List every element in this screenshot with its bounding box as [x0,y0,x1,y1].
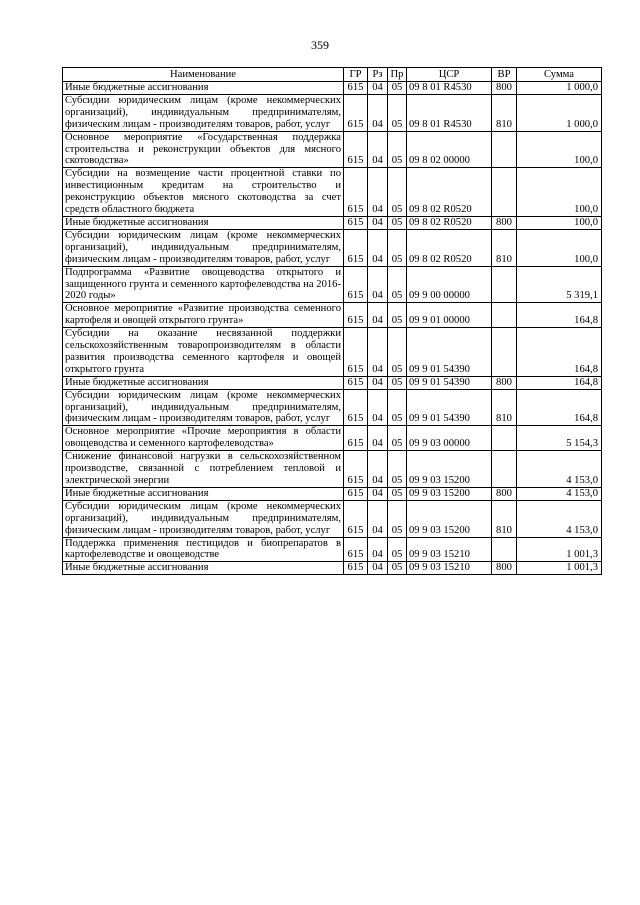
row-name-cell: Основное мероприятие «Прочие мероприятия в области овощеводства и семенного картофелеводства» [63,426,344,451]
row-pr-cell: 05 [388,82,407,95]
header-csr: ЦСР [407,68,492,82]
row-name-cell: Подпрограмма «Развитие овощеводства открытого и защищенного грунта и семенного картофелеводства на 2016-2020 годы» [63,266,344,303]
row-csr-cell: 09 9 03 15200 [407,451,492,488]
table-row [63,487,602,500]
row-gr-cell: 615 [344,500,368,537]
row-sum-cell: 100,0 [517,229,602,266]
row-gr-cell: 615 [344,82,368,95]
row-vr-cell: 810 [492,229,517,266]
row-pr-cell: 05 [388,266,407,303]
row-pr-cell: 05 [388,537,407,562]
row-gr-cell: 615 [344,562,368,575]
row-gr-cell: 615 [344,266,368,303]
page-number: 359 [311,38,329,52]
row-name-cell: Основное мероприятие «Развитие производства семенного картофеля и овощей открытого грунта» [63,303,344,328]
row-name-cell: Основное мероприятие «Государственная поддержка строительства и реконструкции объектов для мясного скотоводства» [63,131,344,168]
row-csr-cell: 09 8 02 R0520 [407,216,492,229]
table-row [63,426,602,451]
table-row [63,562,602,575]
row-sum-cell: 100,0 [517,216,602,229]
row-rz-cell: 04 [368,562,388,575]
row-gr-cell: 615 [344,389,368,426]
row-pr-cell: 05 [388,376,407,389]
table-row [63,303,602,328]
row-sum-cell: 4 153,0 [517,487,602,500]
table-row [63,451,602,488]
row-vr-cell [492,266,517,303]
row-rz-cell: 04 [368,266,388,303]
row-vr-cell [492,451,517,488]
row-sum-cell: 1 001,3 [517,562,602,575]
table-row [63,131,602,168]
row-sum-cell: 1 000,0 [517,82,602,95]
table-row [63,266,602,303]
table-row [63,216,602,229]
row-gr-cell: 615 [344,303,368,328]
row-csr-cell: 09 9 00 00000 [407,266,492,303]
row-csr-cell: 09 8 02 00000 [407,131,492,168]
row-name-cell: Субсидии юридическим лицам (кроме некоммерческих организаций), индивидуальным предпринимателям, физическим лицам - производителям товаров, работ, услуг [63,94,344,131]
row-name-cell: Иные бюджетные ассигнования [63,487,344,500]
row-pr-cell: 05 [388,229,407,266]
row-rz-cell: 04 [368,303,388,328]
row-vr-cell [492,131,517,168]
row-name-cell: Иные бюджетные ассигнования [63,376,344,389]
row-pr-cell: 05 [388,389,407,426]
row-gr-cell: 615 [344,426,368,451]
table-row [63,500,602,537]
row-gr-cell: 615 [344,94,368,131]
row-rz-cell: 04 [368,426,388,451]
row-csr-cell: 09 9 03 15210 [407,537,492,562]
row-gr-cell: 615 [344,328,368,377]
row-gr-cell: 615 [344,487,368,500]
table-row [63,229,602,266]
row-name-cell: Субсидии на возмещение части процентной ставки по инвестиционным кредитам на строительство и реконструкцию объектов мясного скотоводства за счет средств областного бюджета [63,168,344,217]
row-pr-cell: 05 [388,303,407,328]
header-rz: Рз [368,68,388,82]
row-sum-cell: 164,8 [517,328,602,377]
row-rz-cell: 04 [368,537,388,562]
header-pr: Пр [388,68,407,82]
table-row [63,168,602,217]
row-rz-cell: 04 [368,94,388,131]
row-vr-cell: 800 [492,376,517,389]
table-row [63,94,602,131]
row-sum-cell: 1 001,3 [517,537,602,562]
row-csr-cell: 09 8 02 R0520 [407,229,492,266]
row-name-cell: Иные бюджетные ассигнования [63,562,344,575]
row-gr-cell: 615 [344,229,368,266]
row-csr-cell: 09 9 03 15210 [407,562,492,575]
budget-table [62,67,602,575]
row-gr-cell: 615 [344,376,368,389]
table-row [63,537,602,562]
row-rz-cell: 04 [368,376,388,389]
header-sum: Сумма [517,68,602,82]
row-vr-cell: 800 [492,82,517,95]
row-vr-cell: 810 [492,389,517,426]
row-rz-cell: 04 [368,500,388,537]
row-name-cell: Поддержка применения пестицидов и биопрепаратов в картофелеводстве и овощеводстве [63,537,344,562]
row-gr-cell: 615 [344,216,368,229]
table-row [63,82,602,95]
row-pr-cell: 05 [388,562,407,575]
row-pr-cell: 05 [388,131,407,168]
row-sum-cell: 100,0 [517,131,602,168]
row-csr-cell: 09 9 03 15200 [407,500,492,537]
row-rz-cell: 04 [368,389,388,426]
row-name-cell: Субсидии на оказание несвязанной поддержки сельскохозяйственным товаропроизводителям в области развития производства семенного картофеля и овощей открытого грунта [63,328,344,377]
row-rz-cell: 04 [368,229,388,266]
row-rz-cell: 04 [368,451,388,488]
row-vr-cell [492,537,517,562]
row-sum-cell: 5 154,3 [517,426,602,451]
row-vr-cell [492,328,517,377]
row-name-cell: Иные бюджетные ассигнования [63,216,344,229]
row-pr-cell: 05 [388,426,407,451]
row-sum-cell: 4 153,0 [517,500,602,537]
row-rz-cell: 04 [368,487,388,500]
row-rz-cell: 04 [368,168,388,217]
row-csr-cell: 09 9 01 54390 [407,376,492,389]
row-gr-cell: 615 [344,131,368,168]
row-vr-cell: 800 [492,487,517,500]
row-sum-cell: 1 000,0 [517,94,602,131]
row-vr-cell: 810 [492,94,517,131]
row-rz-cell: 04 [368,131,388,168]
row-csr-cell: 09 9 01 54390 [407,328,492,377]
table-row [63,376,602,389]
table-body [63,82,602,575]
row-vr-cell [492,426,517,451]
row-name-cell: Субсидии юридическим лицам (кроме некоммерческих организаций), индивидуальным предпринимателям, физическим лицам - производителям товаров, работ, услуг [63,229,344,266]
row-name-cell: Субсидии юридическим лицам (кроме некоммерческих организаций), индивидуальным предпринимателям, физическим лицам - производителям товаров, работ, услуг [63,389,344,426]
row-csr-cell: 09 9 03 15200 [407,487,492,500]
row-gr-cell: 615 [344,168,368,217]
row-vr-cell: 800 [492,216,517,229]
row-rz-cell: 04 [368,216,388,229]
row-pr-cell: 05 [388,328,407,377]
row-pr-cell: 05 [388,216,407,229]
row-pr-cell: 05 [388,451,407,488]
row-pr-cell: 05 [388,168,407,217]
row-gr-cell: 615 [344,537,368,562]
header-gr: ГР [344,68,368,82]
row-rz-cell: 04 [368,328,388,377]
row-csr-cell: 09 9 03 00000 [407,426,492,451]
table-row [63,389,602,426]
table-header-row [63,68,602,82]
row-vr-cell [492,303,517,328]
row-pr-cell: 05 [388,500,407,537]
row-vr-cell [492,168,517,217]
row-name-cell: Субсидии юридическим лицам (кроме некоммерческих организаций), индивидуальным предпринимателям, физическим лицам - производителям товаров, работ, услуг [63,500,344,537]
header-name: Наименование [63,68,344,82]
row-pr-cell: 05 [388,94,407,131]
row-vr-cell: 810 [492,500,517,537]
row-csr-cell: 09 9 01 54390 [407,389,492,426]
row-sum-cell: 5 319,1 [517,266,602,303]
row-sum-cell: 100,0 [517,168,602,217]
header-vr: ВР [492,68,517,82]
row-sum-cell: 4 153,0 [517,451,602,488]
row-sum-cell: 164,8 [517,376,602,389]
row-csr-cell: 09 8 02 R0520 [407,168,492,217]
row-csr-cell: 09 9 01 00000 [407,303,492,328]
row-vr-cell: 800 [492,562,517,575]
row-csr-cell: 09 8 01 R4530 [407,82,492,95]
row-pr-cell: 05 [388,487,407,500]
row-sum-cell: 164,8 [517,303,602,328]
table-row [63,328,602,377]
row-rz-cell: 04 [368,82,388,95]
row-name-cell: Снижение финансовой нагрузки в сельскохозяйственном производстве, связанной с потреблением тепловой и электрической энергии [63,451,344,488]
row-name-cell: Иные бюджетные ассигнования [63,82,344,95]
row-sum-cell: 164,8 [517,389,602,426]
row-csr-cell: 09 8 01 R4530 [407,94,492,131]
row-gr-cell: 615 [344,451,368,488]
